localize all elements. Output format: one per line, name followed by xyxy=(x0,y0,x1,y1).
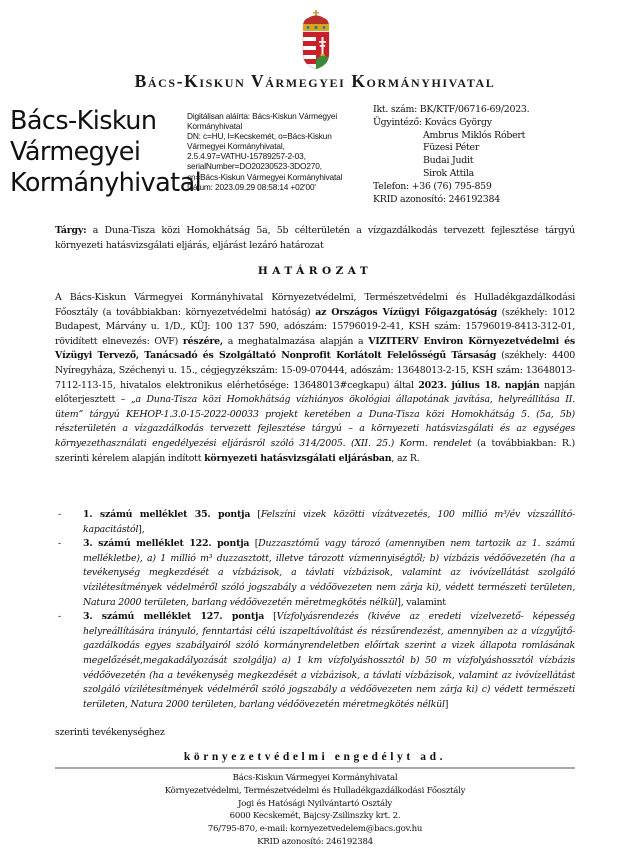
bullet-dash: - xyxy=(58,538,61,550)
coat-of-arms-icon xyxy=(298,10,334,70)
signature-line: Dátum: 2023.09.29 08:58:14 +02'00' xyxy=(187,181,316,192)
signature-line: cn=Bács-Kiskun Vármegyei Kormányhivatal xyxy=(187,171,343,182)
list-item: - 3. számú melléklet 127. pontja [Vízfolyásrendezés (kivéve az eredeti vízelvezető- képesség helyreállítására irányuló, fenntartási célú iszapeltávolítást és rézsűrendezést, amennyiben az a vízgyűjtő-gazdálkodás egyes szabályairól szóló kormányrendeletben előírtak szerint a vizek állapota romlásának megelőzését,megakadályozását szolgálja) a) 1 km vízfolyáshossztól b) 50 m vízfolyáshossztól vízbázis védőövezetén (ha a tevékenység megkezdését a vízbázisok, a távlati vízbázisok, valamint az ivóvízellátást szolgáló vízilétesítmények védelméről szóló jogszabály a védőövezeten nem zárja ki) c) védett természeti területen, Natura 2000 területen, barlang védőövezetén méretmegkötés nélkül] xyxy=(58,611,575,710)
footer-line: 6000 Kecskemét, Bajcsy-Zsilinszky krt. 2. xyxy=(229,811,401,822)
representative-name: VIZITERV Environ Környezetvédelmi és Vízügyi Tervező, Tanácsadó és Szolgáltató Nonprofit Korlátolt Felelősségű Társaság xyxy=(55,335,575,362)
krid-id: KRID azonosító: 246192384 xyxy=(373,193,500,205)
reference-block xyxy=(373,104,529,206)
footer xyxy=(0,772,630,849)
footer-email-line: 76/795-870, e-mail: kornyezetvedelem@bacs.gov.hu xyxy=(207,824,423,835)
signature-line: Digitálisan aláírta: Bács-Kiskun Vármegyei xyxy=(187,111,338,121)
case-officer: Sirok Attila xyxy=(423,167,474,179)
logo-line: Bács-Kiskun xyxy=(10,106,157,136)
tail-text: szerinti tevékenységhez xyxy=(55,727,165,738)
case-officer: Budai Judit xyxy=(423,155,474,167)
signature-line: Vármegyei Kormányhivatal, xyxy=(187,141,285,152)
filing-number: Ikt. szám: BK/KTF/06716-69/2023. xyxy=(373,104,530,115)
signature-line: Kormányhivatal xyxy=(187,121,243,132)
footer-line: Környezetvédelmi, Természetvédelmi és Hulladékgazdálkodási Főosztály xyxy=(164,785,466,796)
applicant-name: az Országos Vízügyi Főigazgatóság xyxy=(315,306,497,318)
annex-items-list xyxy=(55,508,575,712)
signature-line: serialNumber=DO20230523-3DO270, xyxy=(187,161,322,172)
case-officer: Ügyintéző: Kovács György xyxy=(373,116,492,128)
phone: Telefon: +36 (76) 795-859 xyxy=(373,180,492,192)
signature-line: 2.5.4.97=VATHU-15789257-2-03, xyxy=(187,151,306,162)
submission-date: 2023. július 18. napján xyxy=(418,379,540,391)
logo-line: Vármegyei xyxy=(10,137,141,167)
list-item: - 3. számú melléklet 122. pontja [Duzzasztómű vagy tározó (amennyiben nem tartozik az 1. számú mellékletbe), a) 1 millió m³ duzzasztott, illetve tározott vízmennyiségtől; b) vízbázis védőövezetén (ha a tevékenység megkezdését a vízbázisok, a távlati vízbázisok, valamint az ivóvízellátást szolgáló vízilétesítmények védelméről szóló jogszabály a védőövezeten nem zárja ki), védett természeti területen, Natura 2000 területen, barlang védőövezetén méretmegkötés nélkül], valamint xyxy=(58,538,575,608)
footer-line: Jogi és Hatósági Nyilvántartó Osztály xyxy=(238,798,392,809)
decision-title: HATÁROZAT xyxy=(257,265,373,277)
agency-title: Bács-Kiskun Vármegyei Kormányhivatal xyxy=(134,71,496,91)
list-item: - 1. számú melléklet 35. pontja [Felszíni vizek közötti vízátvezetés, 100 millió m³/év vízszállító-kapacitástól], xyxy=(58,509,575,535)
signature-line: DN: c=HU, l=Kecskemét, o=Bács-Kiskun xyxy=(187,131,332,142)
bullet-dash: - xyxy=(58,611,61,623)
main-paragraph: A Bács-Kiskun Vármegyei Kormányhivatal Környezetvédelmi, Természetvédelmi és Hulladékgazdálkodási Főosztály (a továbbiakban: környezetvédelmi hatóság) az Országos Vízügyi Főigazgatóság (székhely: 1012 Budapest, Márvány u. 1/D., KÜJ: 100 137 590, adószám: 15796019-2-41, KSH szám: 15796019-8413-312-01, rövidített elnevezés: OVF) részére, a meghatalmazása alapján a VIZITERV Environ Környezetvédelmi és Vízügyi Tervező, Tanácsadó és Szolgáltató Nonprofit Korlátolt Felelősségű Társaság (székhely: 4400 Nyíregyháza, Széchenyi u. 15., cégjegyzékszám: 15-09-070444, adószám: 13648013-2-15, KSH szám: 13648013-7112-113-15, hivatalos elektronikus elérhetősége: 13648013#cegkapu) által 2023. július 18. napján napján előterjesztett – „a Duna-Tisza közi Homokhátság vízhiányos ökológiai állapotának javítása, helyreállítása II. ütem” tárgyú KEHOP-1.3.0-15-2022-00033 projekt keretében a Duna-Tisza közi Homokhátság 5. (5a, 5b) részterületén a vízgazdálkodás tervezett fejlesztése tárgyú – a környezeti hatásvizsgálati és az egységes környezethasználati engedélyezési eljárásról szóló 314/2005. (XII. 25.) Korm. rendelet (a továbbiakban: R.) szerinti kérelem alapján indított környezeti hatásvizsgálati eljárásban, az R. xyxy=(55,292,576,464)
footer-line: KRID azonosító: 246192384 xyxy=(257,836,373,847)
bullet-dash: - xyxy=(58,509,61,520)
agency-logo-text xyxy=(10,106,201,199)
case-officer: Ambrus Miklós Róbert xyxy=(423,129,526,141)
procedure-name: környezeti hatásvizsgálati eljárásban xyxy=(204,452,392,464)
subject-label: Tárgy: xyxy=(55,225,87,236)
grant-statement: környezetvédelmi engedélyt ad. xyxy=(183,751,447,763)
subject-text: a Duna-Tisza közi Homokhátság 5a, 5b célterületén a vízgazdálkodás tervezett fejlesztése tárgyú környezeti hatásvizsgálati eljárás, eljárást lezáró határozat xyxy=(55,225,576,251)
footer-line: Bács-Kiskun Vármegyei Kormányhivatal xyxy=(232,773,398,783)
case-officer: Füzesi Péter xyxy=(423,142,480,154)
logo-line: Kormányhivatal xyxy=(10,168,202,198)
digital-signature-block xyxy=(187,111,365,192)
footer-divider xyxy=(55,767,575,769)
subject xyxy=(55,224,575,253)
project-title: „a Duna-Tisza közi Homokhátság vízhiányos ökológiai állapotának javítása, helyreállítása II. ütem” tárgyú KEHOP-1.3.0-15-2022-00033 projekt keretében a Duna-Tisza közi Homokhátság 5. (5a, 5b) részterületén a vízgazdálkodás tervezett fejlesztése tárgyú – a környezeti hatásvizsgálati és az egységes környezethasználati engedélyezési eljárásról szóló 314/2005. (XII. 25.) Korm. rendelet xyxy=(55,394,575,449)
